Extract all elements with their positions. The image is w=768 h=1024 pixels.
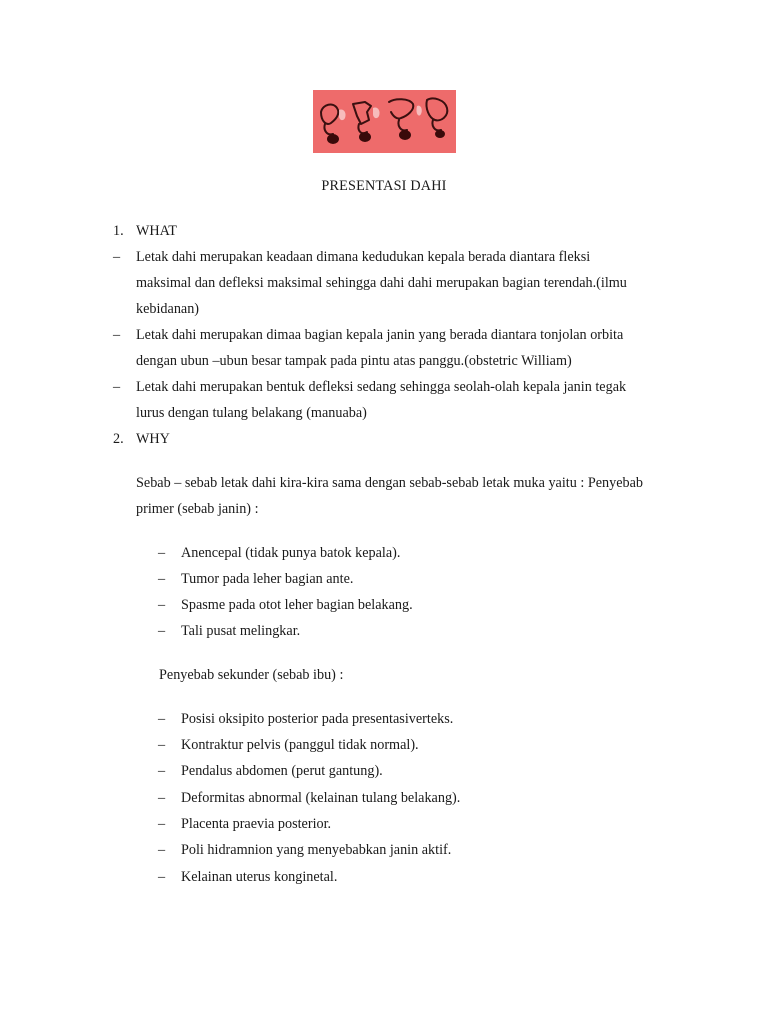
list-item-line: dengan ubun –ubun besar tampak pada pintu atas panggu.(obstetric William)	[136, 353, 572, 369]
list-bullet: –	[158, 842, 166, 858]
list-bullet: –	[158, 597, 166, 613]
section-heading-what: WHAT	[136, 223, 177, 239]
list-bullet: –	[158, 816, 166, 832]
list-item-line: kebidanan)	[136, 301, 200, 317]
list-item: Pendalus abdomen (perut gantung).	[181, 763, 383, 779]
list-bullet: –	[158, 623, 166, 639]
paragraph-line: Sebab – sebab letak dahi kira-kira sama dengan sebab-sebab letak muka yaitu : Penyebab	[136, 475, 644, 491]
list-item: Spasme pada otot leher bagian belakang.	[181, 597, 413, 613]
list-bullet: –	[158, 790, 166, 806]
list-bullet: –	[158, 763, 166, 779]
list-item: Kelainan uterus konginetal.	[181, 869, 338, 885]
list-bullet: –	[158, 571, 166, 587]
paragraph-line: primer (sebab janin) :	[136, 501, 259, 517]
list-item-line: Letak dahi merupakan dimaa bagian kepala janin yang berada diantara tonjolan orbita	[136, 327, 624, 343]
list-bullet: –	[113, 249, 121, 265]
section-heading-why: WHY	[136, 431, 170, 447]
list-item: Deformitas abnormal (kelainan tulang belakang).	[181, 790, 461, 806]
list-bullet: –	[113, 327, 121, 343]
list-bullet: –	[113, 379, 121, 395]
list-bullet: –	[158, 869, 166, 885]
fetal-head-positions-icon	[313, 90, 456, 153]
list-item: Poli hidramnion yang menyebabkan janin aktif.	[181, 842, 452, 858]
list-item-line: Letak dahi merupakan bentuk defleksi sedang sehingga seolah-olah kepala janin tegak	[136, 379, 627, 395]
section-number-why: 2.	[113, 431, 124, 447]
list-bullet: –	[158, 711, 166, 727]
list-item: Tali pusat melingkar.	[181, 623, 301, 639]
subheading-secondary-causes: Penyebab sekunder (sebab ibu) :	[159, 667, 344, 683]
list-item: Anencepal (tidak punya batok kepala).	[181, 545, 401, 561]
list-item: Tumor pada leher bagian ante.	[181, 571, 354, 587]
list-item: Placenta praevia posterior.	[181, 816, 332, 832]
list-item: Posisi oksipito posterior pada presentasiverteks.	[181, 711, 454, 727]
list-item: Kontraktur pelvis (panggul tidak normal).	[181, 737, 419, 753]
fetal-head-positions-illustration	[313, 90, 456, 153]
document-title: PRESENTASI DAHI	[321, 178, 447, 194]
list-item-line: lurus dengan tulang belakang (manuaba)	[136, 405, 367, 421]
list-bullet: –	[158, 737, 166, 753]
list-item-line: Letak dahi merupakan keadaan dimana kedudukan kepala berada diantara fleksi	[136, 249, 591, 265]
list-bullet: –	[158, 545, 166, 561]
list-item-line: maksimal dan defleksi maksimal sehingga dahi dahi merupakan bagian terendah.(ilmu	[136, 275, 627, 291]
section-number-what: 1.	[113, 223, 124, 239]
